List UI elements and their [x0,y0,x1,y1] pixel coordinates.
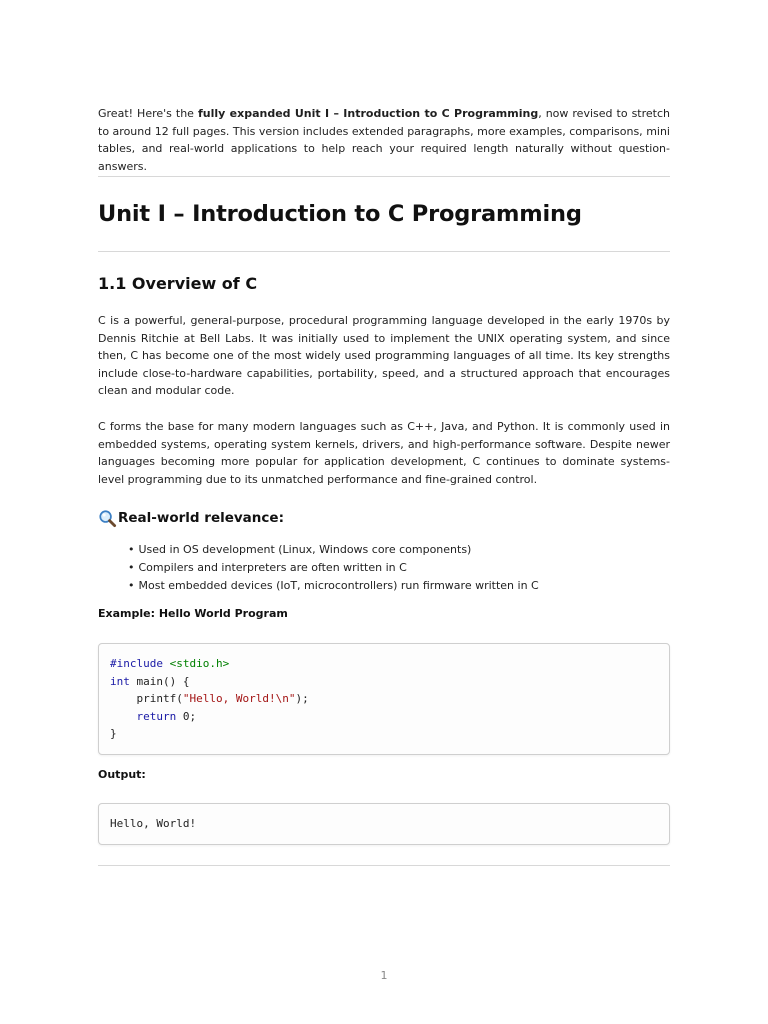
relevance-list [128,541,539,594]
section-heading: 1.1 Overview of C [98,274,258,293]
intro-paragraph [98,105,670,175]
magnifying-glass-icon [98,509,117,528]
output-content: Hello, World! [110,817,197,830]
code-content [110,655,658,743]
code-printf-close: ); [295,692,309,705]
code-closing-brace: } [110,727,117,740]
code-printf-call: printf( [110,692,183,705]
list-item: • Used in OS development (Linux, Windows core components) [128,541,539,559]
relevance-heading [98,507,284,529]
page-number: 1 [380,969,388,982]
code-block [98,643,670,755]
code-type-keyword: int [110,674,130,688]
document-title: Unit I – Introduction to C Programming [98,201,582,227]
example-label: Example: Hello World Program [98,607,288,620]
code-return-keyword: return [136,709,177,723]
code-function-decl: main() { [129,674,190,688]
relevance-heading-text: Real-world relevance: [118,510,284,526]
divider [98,251,670,252]
intro-rest: , now revised to stretch to around 12 full pages. This version includes extended paragraphs, more examples, comparisons, mini tables, and real-world applications to help reach your required length naturally without question-answers. [98,107,670,173]
body-paragraph: C is a powerful, general-purpose, procedural programming language developed in the early 1970s by Dennis Ritchie at Bell Labs. It was initially used to implement the UNIX operating system, and since then, C has become one of the most widely used programming languages of all time. Its key strengths include close-to-hardware capabilities, portability, speed, and a structured approach that encourages clean and modular code. [98,314,670,397]
code-indent [110,710,137,723]
output-block [98,803,670,845]
list-item: • Compilers and interpreters are often written in C [128,559,539,577]
body-paragraph: C forms the base for many modern languages such as C++, Java, and Python. It is commonly used in embedded systems, operating system kernels, drivers, and high-performance software. Despite newer languages becoming more popular for application development, C continues to dominate systems-level programming due to its unmatched performance and fine-grained control. [98,420,670,486]
code-string-literal: "Hello, World!\n" [182,692,296,705]
code-directive: #include [110,657,163,670]
intro-lead: Great! Here's the [98,107,198,120]
divider [98,865,670,866]
intro-bold: fully expanded Unit I – Introduction to C Programming [197,107,539,120]
output-label: Output: [98,768,146,781]
code-return-value: 0; [176,709,197,723]
code-header: <stdio.h> [169,657,230,670]
divider [98,176,670,177]
list-item: • Most embedded devices (IoT, microcontrollers) run firmware written in C [128,577,539,595]
